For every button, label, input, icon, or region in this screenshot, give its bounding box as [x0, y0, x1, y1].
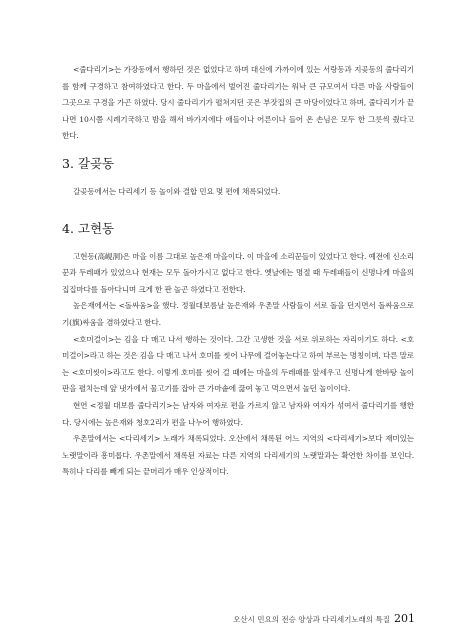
paragraph-gohyeon-intro: 고현동(高峴洞)은 마을 이름 그대로 높은재 마을이다. 이 마을에 소리꾼들이 있었다고 한다. 예전에 신소리꾼과 두레패가 있었으나 현재는 모두 돌아가시고 없다고 한다. 옛날에는 명절 때 두레패들이 신명나게 마을의 집집마다를 돌아다니며 크게 한 판 놀곤 하였다고 전한다.: [62, 251, 414, 294]
section-heading-galgot-dong: 3. 갈곶동: [62, 155, 115, 171]
section-heading-gohyeon-dong: 4. 고현동: [62, 220, 115, 236]
paragraph-homigeori: <호미걸이>는 김을 다 매고 나서 행하는 것이다. 그간 고생한 것을 서로 위로하는 자리이기도 하다. <호미걸이>라고 하는 것은 김을 다 매고 나서 호미를 씻어 나무에 걸어놓는다고 하여 부르는 명칭이며, 다른 말로는 <호미씻이>라고도 한다. 이렇게 호미를 씻어 걸 때에는 마을의 두레패를 앞세우고 신명나게 한바탕 놀이판을 펼치는데 앞 냇가에서 물고기를 잡아 큰 가마솥에 끓여 놓고 먹으면서 놀던 놀이이다.: [62, 334, 414, 394]
page-number: 201: [394, 612, 415, 625]
running-title: 오산시 민요의 전승 양상과 다리세기노래의 특질: [233, 615, 390, 624]
page-body: [62, 62, 414, 481]
paragraph-dolssaum: 높은재에서는 <돌싸움>을 했다. 정월대보름날 높은재와 우촌말 사람들이 서로 돌을 던지면서 돌싸움으로 기(旗)싸움을 겸하였다고 한다.: [62, 301, 414, 327]
paragraph-dari-segi: 우촌말에서는 <다리세기> 노래가 채록되었다. 오산에서 채록된 어느 지역의 <다리세기>보다 재미있는 노랫말이라 흥미롭다. 우촌말에서 채록된 자료는 다른 지역의 다리세기의 노랫말과는 확연한 차이를 보인다. 특히나 다리를 빼게 되는 끝머리가 매우 인상적이다.: [62, 434, 414, 477]
page-footer: [233, 612, 415, 625]
paragraph-jul-dariggi: <줄다리기>는 가장동에서 행하던 것은 없었다고 하며 대신에 가까이에 있는 서랑동과 지곶동의 줄다리기를 함께 구경하고 참여하였다고 한다. 두 마을에서 벌어진 줄다리기는 워낙 큰 규모여서 다른 마을 사람들이 그곳으로 구경을 가곤 하였다. 당시 줄다리기가 펼쳐지던 곳은 부잣집의 큰 마당이었다고 하며, 줄다리기가 끝나면 10시쯤 시례기국하고 밤을 해서 바가지에다 애들이나 어른이나 들어 온 손님은 모두 한 그릇씩 줬다고 한다.: [62, 65, 414, 141]
paragraph-galgot-dong: 갈곶동에서는 다리세기 등 놀이와 결합 민요 몇 편에 채록되었다.: [73, 186, 281, 196]
paragraph-jeongwol-jul-dariggi: 현연 <정월 대보름 줄다리기>는 남자와 여자로 편을 가르지 않고 남자와 여자가 섞여서 줄다리기를 행한다. 당시에는 높은재와 청호2리가 편을 나누어 행하였다.: [62, 400, 414, 427]
